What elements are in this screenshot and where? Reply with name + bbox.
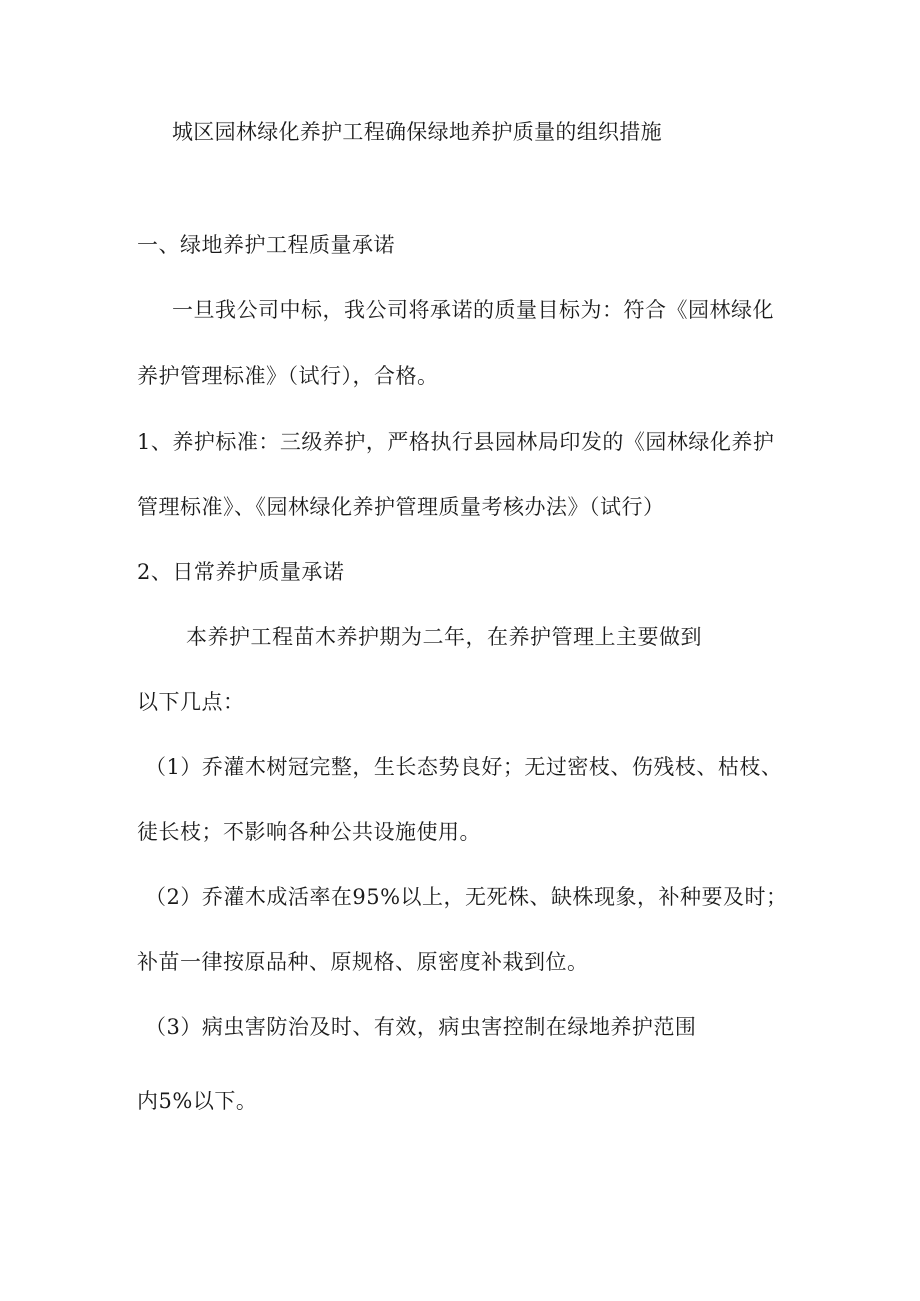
point-1-line: 徒长枝；不影响各种公共设施使用。 — [137, 820, 481, 844]
paragraph-line: 以下几点： — [137, 690, 245, 714]
item-1-line: 管理标准》、《园林绿化养护管理质量考核办法》（试行） — [137, 495, 665, 519]
point-3-line: （3）病虫害防治及时、有效，病虫害控制在绿地养护范围 — [145, 1015, 697, 1039]
item-2-heading: 2、日常养护质量承诺 — [137, 560, 345, 584]
point-2-line: 补苗一律按原品种、原规格、原密度补栽到位。 — [137, 950, 589, 974]
paragraph-line: 一旦我公司中标，我公司将承诺的质量目标为：符合《园林绿化 — [172, 298, 774, 322]
document-title: 城区园林绿化养护工程确保绿地养护质量的组织措施 — [172, 120, 662, 144]
point-2-line: （2）乔灌木成活率在95%以上，无死株、缺株现象，补种要及时； — [145, 885, 788, 909]
section-heading-quality-commitment: 一、绿地养护工程质量承诺 — [137, 233, 395, 257]
point-3-line: 内5%以下。 — [137, 1089, 258, 1113]
item-1-line: 1、养护标准：三级养护，严格执行县园林局印发的《园林绿化养护 — [137, 430, 775, 454]
point-1-line: （1）乔灌木树冠完整，生长态势良好；无过密枝、伤残枝、枯枝、 — [145, 755, 783, 779]
paragraph-line: 养护管理标准》（试行），合格。 — [137, 364, 439, 388]
paragraph-line: 本养护工程苗木养护期为二年，在养护管理上主要做到 — [186, 625, 702, 649]
